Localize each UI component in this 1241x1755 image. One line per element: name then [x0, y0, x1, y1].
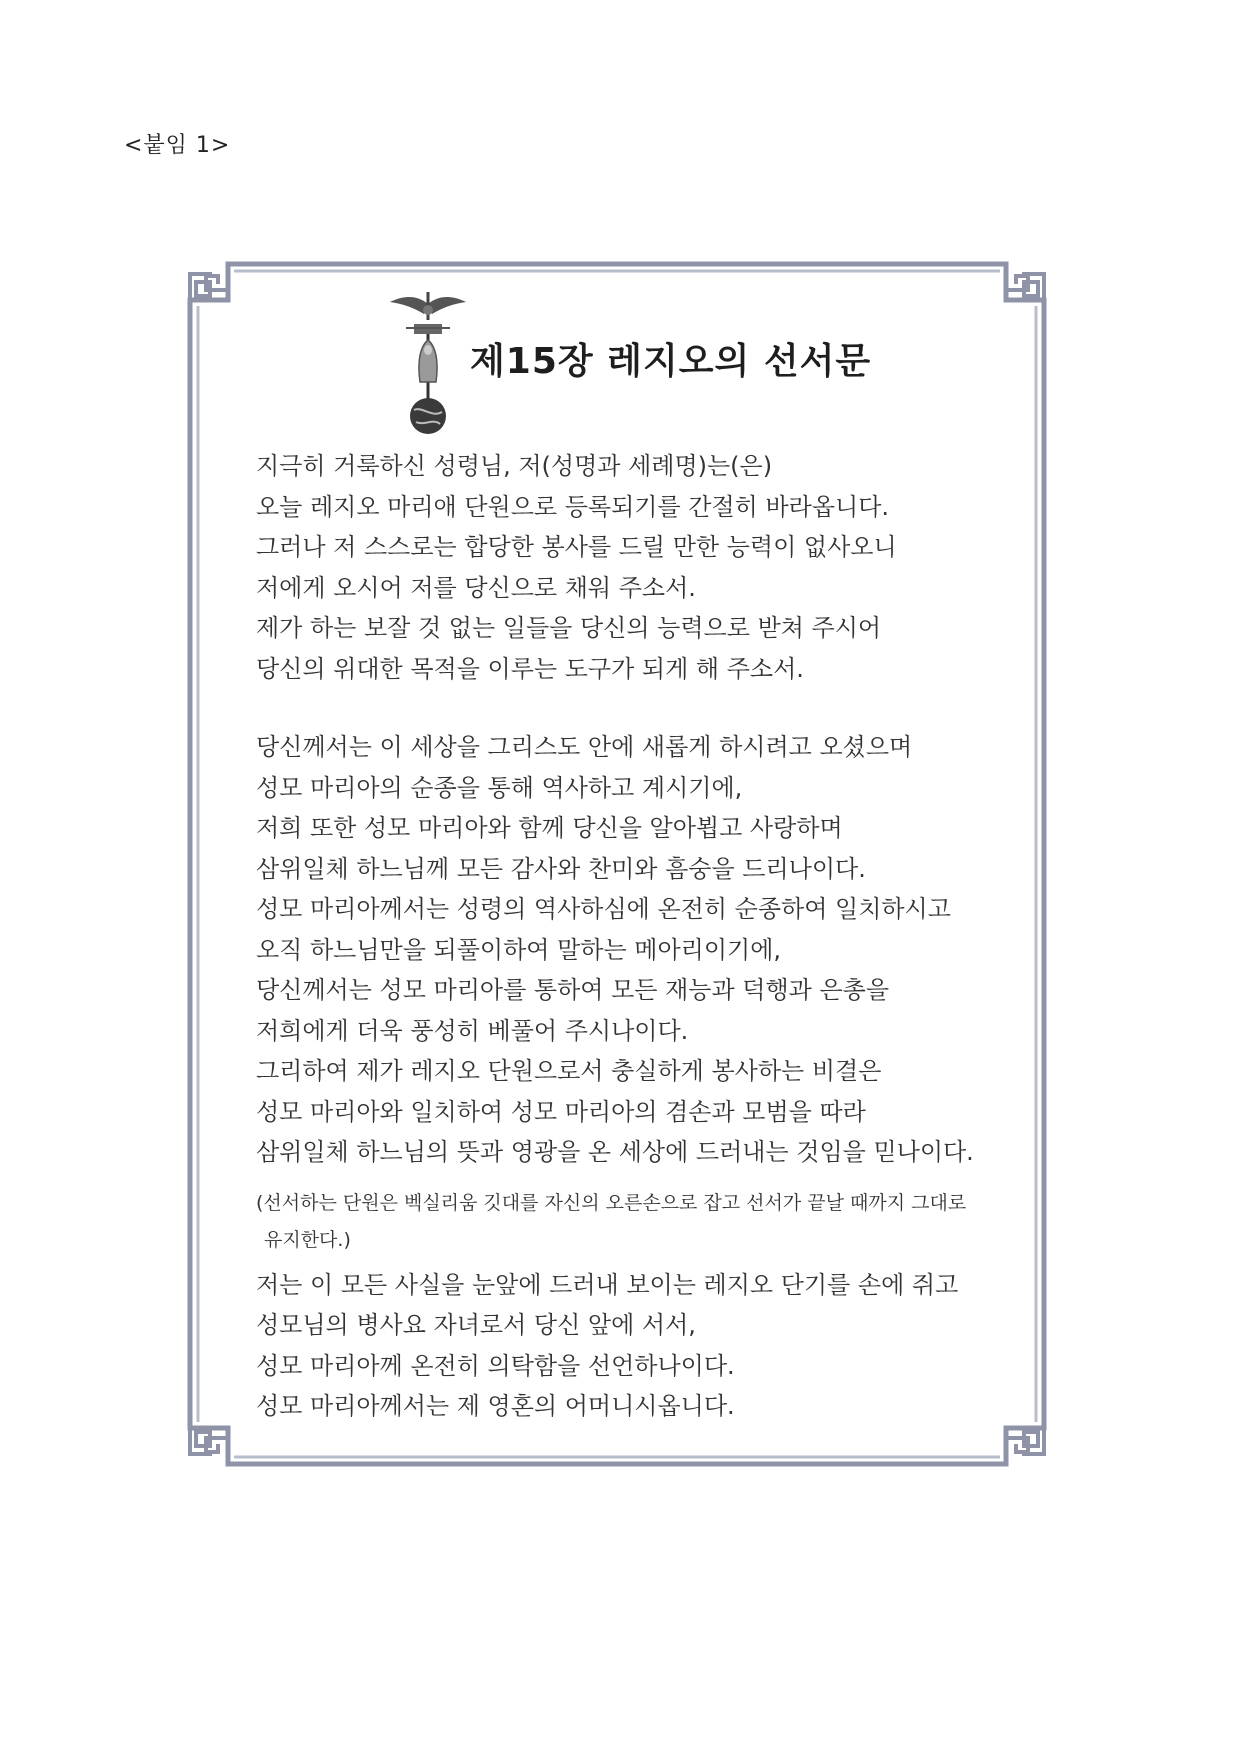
text-line: 성모 마리아께서는 성령의 역사하심에 온전히 순종하여 일치하시고	[256, 895, 951, 923]
page-title: 제15장 레지오의 선서문	[470, 341, 872, 382]
text-line: 성모 마리아께 온전히 의탁함을 선언하나이다.	[256, 1351, 735, 1380]
rubric-note	[256, 1185, 1016, 1259]
text-line: 그러나 저 스스로는 합당한 봉사를 드릴 만한 능력이 없사오니	[256, 533, 897, 561]
text-line: 당신께서는 이 세상을 그리스도 안에 새롭게 하시려고 오셨으며	[256, 733, 913, 761]
text-line: 지극히 거룩하신 성령님, 저(성명과 세례명)는(은)	[256, 452, 773, 480]
text-line: 성모님의 병사요 자녀로서 당신 앞에 서서,	[256, 1311, 696, 1339]
text-line: 그리하여 제가 레지오 단원으로서 충실하게 봉사하는 비결은	[256, 1057, 882, 1085]
text-line: 오직 하느님만을 되풀이하여 말하는 메아리이기에,	[256, 935, 782, 964]
text-line: 저는 이 모든 사실을 눈앞에 드러내 보이는 레지오 단기를 손에 쥐고	[256, 1270, 959, 1299]
text-line: 삼위일체 하느님께 모든 감사와 찬미와 흠숭을 드리나이다.	[256, 854, 866, 883]
paragraph-3	[256, 1265, 1016, 1427]
paragraph-1	[256, 446, 1016, 689]
text-line: 성모 마리아의 순종을 통해 역사하고 계시기에,	[256, 773, 743, 802]
attachment-label: <붙임 1>	[124, 133, 231, 158]
paragraph-2	[256, 727, 1016, 1173]
text-line: 성모 마리아께서는 제 영혼의 어머니시옵니다.	[256, 1392, 735, 1420]
note-line: (선서하는 단원은 벡실리움 깃대를 자신의 오른손으로 잡고 선서가 끝날 때까지 그대로	[256, 1191, 967, 1214]
text-line: 당신의 위대한 목적을 이루는 도구가 되게 해 주소서.	[256, 654, 804, 683]
text-line: 성모 마리아와 일치하여 성모 마리아의 겸손과 모범을 따라	[256, 1097, 866, 1126]
text-line: 당신께서는 성모 마리아를 통하여 모든 재능과 덕행과 은총을	[256, 976, 890, 1004]
legion-vexillum-icon	[388, 290, 468, 440]
note-line: 유지한다.)	[264, 1228, 351, 1251]
oath-text	[256, 446, 1016, 1427]
text-line: 저희에게 더욱 풍성히 베풀어 주시나이다.	[256, 1016, 689, 1045]
text-line: 삼위일체 하느님의 뜻과 영광을 온 세상에 드러내는 것임을 믿나이다.	[256, 1138, 974, 1166]
text-line: 저희 또한 성모 마리아와 함께 당신을 알아뵙고 사랑하며	[256, 814, 843, 842]
text-line: 제가 하는 보잘 것 없는 일들을 당신의 능력으로 받쳐 주시어	[256, 614, 882, 642]
text-line: 저에게 오시어 저를 당신으로 채워 주소서.	[256, 573, 696, 602]
text-line: 오늘 레지오 마리애 단원으로 등록되기를 간절히 바라옵니다.	[256, 492, 890, 521]
